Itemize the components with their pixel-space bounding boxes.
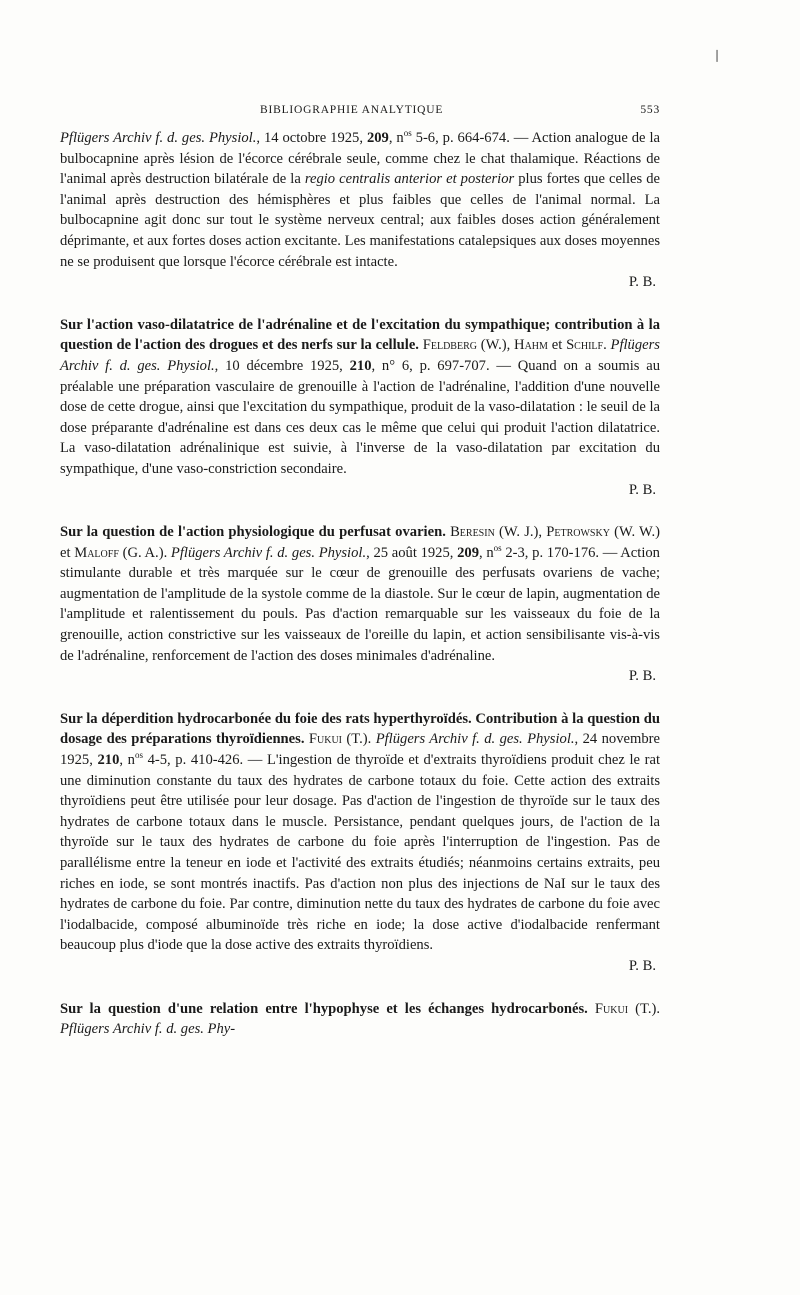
author-name: Fukui: [587, 1000, 629, 1017]
page-number: 553: [640, 104, 660, 116]
scan-speck: ❘: [712, 48, 723, 62]
region-term: regio centralis anterior et posterior: [304, 171, 515, 188]
reviewer-signature: P. B.: [628, 274, 656, 291]
author-name: Schilf: [566, 337, 604, 354]
page-header: [60, 104, 660, 128]
author-name: Fukui: [304, 731, 343, 748]
author-name: Beresin: [445, 524, 495, 541]
entry-title: Sur la déperdition hydrocarbonée du foie des rats hyperthyroïdés. Contribution à la question du dosage des préparations thyroïdiennes.: [60, 710, 660, 748]
entry-continuation: [60, 128, 660, 293]
journal-name: Pflügers Archiv f. d. ges. Physiol.: [170, 544, 367, 561]
entry-title: Sur l'action vaso-dilatatrice de l'adrénaline et de l'excitation du sympathique; contribution à la question de l'action des drogues et des nerfs sur la cellule.: [60, 316, 660, 354]
entry-body: Sur la question de l'action physiologique du perfusat ovarien. Beresin (W. J.), Petrowsky (W. W.) et Maloff (G. A.). Pflügers Archiv f. d. ges. Physiol., 25 août 1925, 209, $n^{os}$ 2-3, p. 170-176. — Action stimulante durable et très marquée sur le cœur de grenouille des perfusats ovariens de vache; augmentation de l'amplitude de la systole comme de la diastole. Sur le cœur de lapin, augmentation de l'amplitude et ralentissement du pouls. Pas d'action remarquable sur les vaisseaux du foie de la grenouille, action constrictive sur les vaisseaux de l'oreille du lapin, et action sensibilisante vis-à-vis de l'adrénaline, renforcement de l'action des doses minimales d'adrénaline.: [60, 524, 661, 664]
entry-body: Pflügers Archiv f. d. ges. Physiol., 14 octobre 1925, 209, $n^{os}$ 5-6, p. 664-674. — Action analogue de la bulbocapnine après lésion de l'écorce cérébrale seule, comme chez le chat thalamique. Réactions de l'animal après destruction bilatérale de la regio centralis anterior et posterior plus fortes que celles de l'animal après destruction des hémisphères et plus faibles que celles de l'animal normal. La bulbocapnine agit donc sur tout le système nerveux central; aux faibles doses action généralement déprimante, et aux fortes doses action excitante. Les manifestations catalepsiques aux doses moyennes ne se produisent que lorsque l'écorce cérébrale est intacte.: [60, 128, 660, 270]
entry-body: Sur la déperdition hydrocarbonée du foie des rats hyperthyroïdés. Contribution à la question du dosage des préparations thyroïdiennes. Fukui (T.). Pflügers Archiv f. d. ges. Physiol., 24 novembre 1925, 210, $n^{os}$ 4-5, p. 410-426. — L'ingestion de thyroïde et d'extraits thyroïdiens produit chez le rat une diminution constante du taux des hydrates de carbone totaux du foie. Cette action des extraits thyroïdiens peut être utilisée pour leur dosage. Pas d'action de l'ingestion de thyroïde sur le taux des hydrates de carbone totaux dans le muscle. Persistance, pendant quelques jours, de l'action de la thyroïde sur le taux des hydrates de carbone du foie après l'interruption de l'ingestion. Pas de parallélisme entre la teneur en iode et l'activité des extraits étudiés; néanmoins certains extraits, peu riches en iode, se sont montrés inactifs. Pas d'action non plus des injections de NaI sur le taux des hydrates de carbone du foie. Par contre, diminution nette du taux des hydrates de carbone du foie avec l'iodalbacide, composé albuminoïde très riche en iode; la dose active d'iodalbacide renfermant beaucoup plus d'iode que la dose active des extraits thyroïdiens.: [60, 710, 660, 954]
bibliography-entry: [60, 315, 660, 500]
entry-title: Sur la question de l'action physiologique du perfusat ovarien.: [60, 524, 446, 541]
author-name: Petrowsky: [546, 524, 610, 541]
volume-number: 210: [97, 752, 120, 769]
volume-number: 210: [349, 357, 372, 374]
volume-number: 209: [366, 130, 389, 146]
reviewer-signature: P. B.: [628, 668, 656, 685]
entry-body: Sur la question d'une relation entre l'hypophyse et les échanges hydrocarbonés. Fukui (T.). Pflügers Archiv f. d. ges. Phy-: [60, 1000, 660, 1038]
volume-number: 209: [457, 544, 479, 561]
author-name: Hahm: [514, 337, 548, 354]
bibliography-entry: [60, 522, 660, 687]
author-name: Feldberg: [418, 337, 477, 354]
bibliography-entry: [60, 709, 660, 977]
running-head: BIBLIOGRAPHIE ANALYTIQUE: [260, 104, 444, 116]
reviewer-signature: P. B.: [628, 481, 656, 498]
journal-name: Pflügers Archiv f. d. ges. Phy-: [60, 1021, 236, 1038]
journal-name: Pflügers Archiv f. d. ges. Physiol.: [60, 337, 660, 374]
bibliography-entry: [60, 999, 660, 1040]
journal-name: Pflügers Archiv f. d. ges. Physiol.: [375, 731, 575, 748]
journal-page: [60, 104, 660, 1040]
entry-body: Sur l'action vaso-dilatatrice de l'adrénaline et de l'excitation du sympathique; contribution à la question de l'action des drogues et des nerfs sur la cellule. Feldberg (W.), Hahm et Schilf. Pflügers Archiv f. d. ges. Physiol., 10 décembre 1925, 210, n° 6, p. 697-707. — Quand on a soumis au préalable une préparation vasculaire de grenouille à l'action de l'adrénaline, l'addition d'une nouvelle dose de cette drogue, ainsi que l'excitation du sympathique, produit de la vaso-dilatation : le seuil de la dose préparante d'adrénaline est dans ces deux cas le même que celui qui produit l'action dilatatrice. La vaso-dilatation adrénalinique est suivie, à l'inverse de la vaso-dilatation par excitation du sympathique, d'une vaso-constriction secondaire.: [60, 316, 660, 477]
journal-name: Pflügers Archiv f. d. ges. Physiol.: [60, 130, 257, 146]
reviewer-signature: P. B.: [628, 957, 656, 974]
entry-title: Sur la question d'une relation entre l'hypophyse et les échanges hydrocarbonés.: [60, 1000, 588, 1017]
author-name: Maloff: [74, 544, 119, 561]
